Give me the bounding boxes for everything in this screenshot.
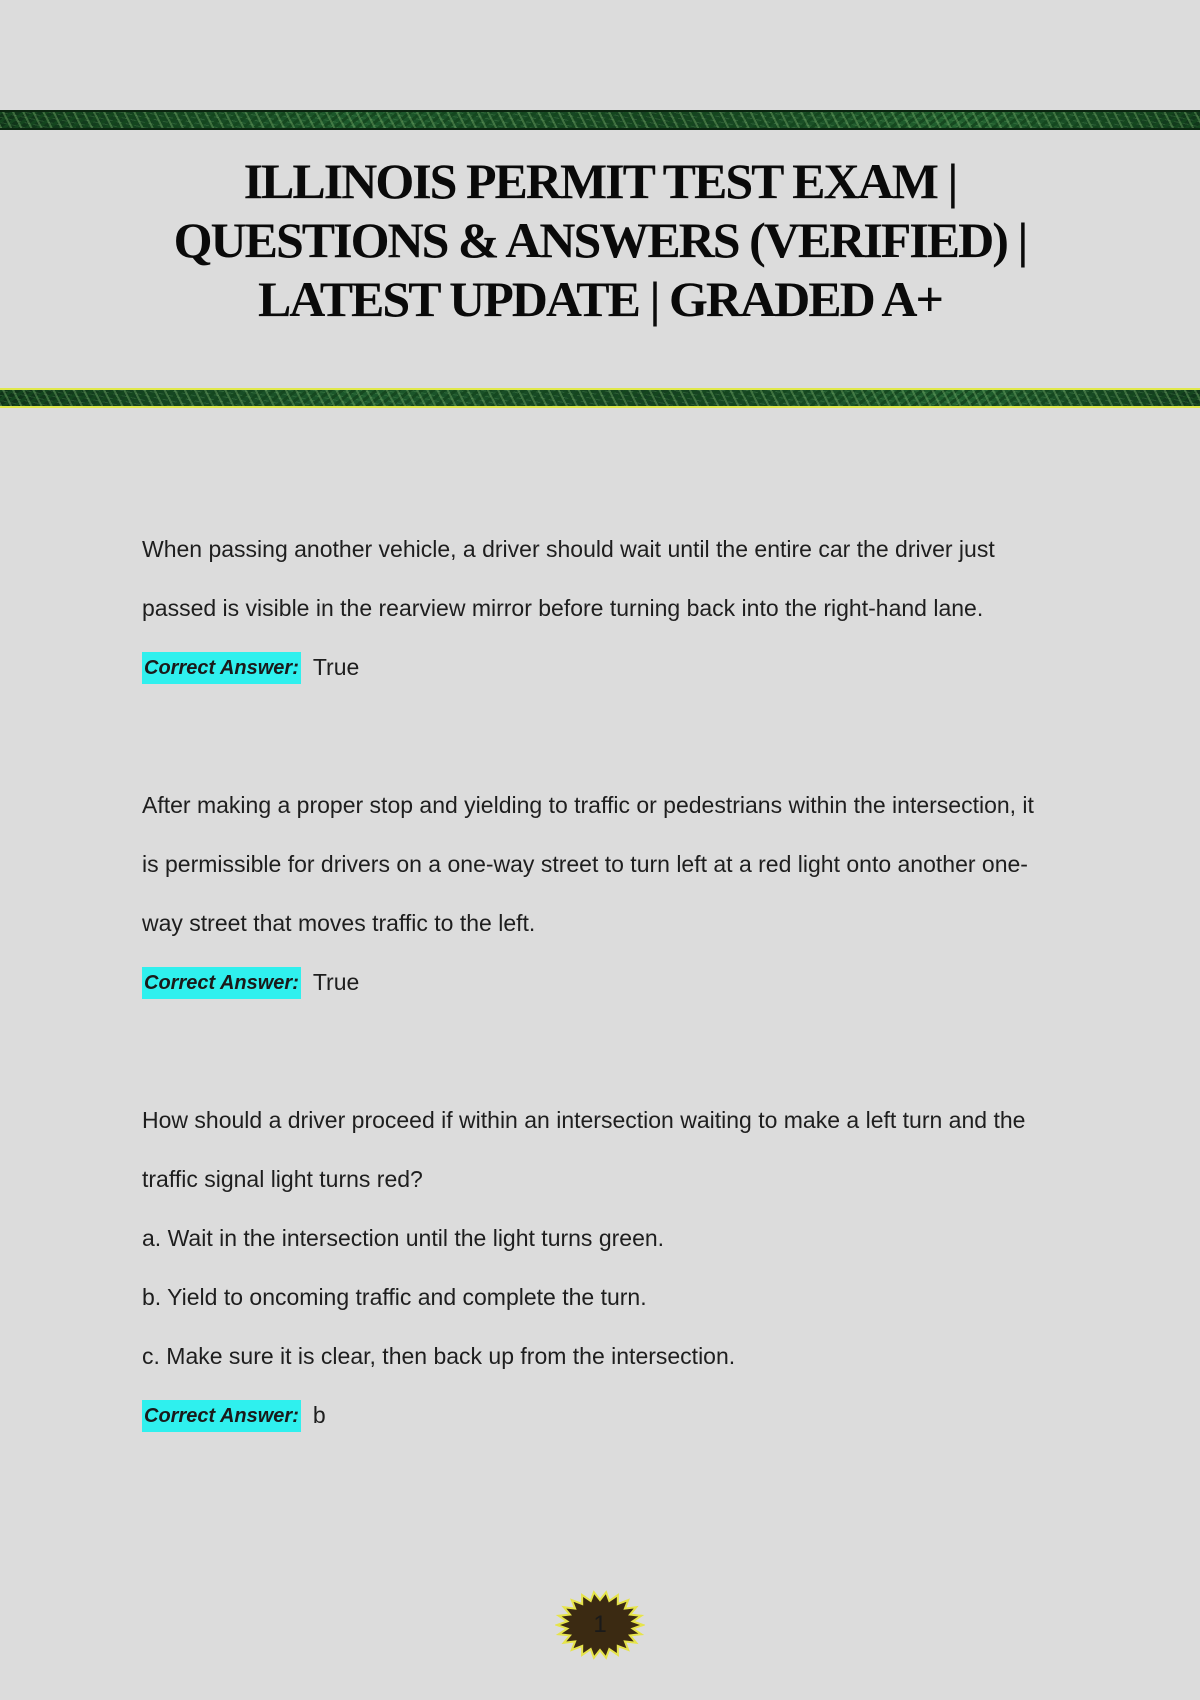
question-block-2 bbox=[142, 776, 1082, 1012]
correct-answer-label: Correct Answer: bbox=[142, 1400, 301, 1432]
page-number-badge bbox=[555, 1590, 645, 1660]
answer-value: True bbox=[312, 654, 360, 680]
question-text-line: traffic signal light turns red? bbox=[142, 1166, 423, 1192]
document-title bbox=[80, 152, 1120, 329]
answer-value: b bbox=[312, 1402, 326, 1428]
question-text-line: is permissible for drivers on a one-way street to turn left at a red light onto another one- bbox=[142, 851, 1028, 877]
question-text-line: After making a proper stop and yielding to traffic or pedestrians within the intersection, it bbox=[142, 792, 1034, 818]
correct-answer-label: Correct Answer: bbox=[142, 967, 301, 999]
header-bottom-rule bbox=[0, 388, 1200, 408]
correct-answer-label: Correct Answer: bbox=[142, 652, 301, 684]
title-line-3: LATEST UPDATE | GRADED A+ bbox=[257, 271, 943, 327]
header-top-rule bbox=[0, 110, 1200, 130]
page-number: 1 bbox=[593, 1611, 607, 1638]
answer-row bbox=[142, 1386, 1082, 1445]
title-line-1: ILLINOIS PERMIT TEST EXAM | bbox=[243, 153, 957, 209]
question-text-line: When passing another vehicle, a driver should wait until the entire car the driver just bbox=[142, 536, 995, 562]
question-block-3 bbox=[142, 1091, 1082, 1445]
question-text-line: How should a driver proceed if within an intersection waiting to make a left turn and the bbox=[142, 1107, 1026, 1133]
answer-row bbox=[142, 953, 1082, 1012]
answer-value: True bbox=[312, 969, 360, 995]
questions-list bbox=[142, 520, 1082, 1524]
answer-row bbox=[142, 638, 1082, 697]
answer-option: b. Yield to oncoming traffic and complete the turn. bbox=[142, 1284, 647, 1310]
answer-option: a. Wait in the intersection until the light turns green. bbox=[142, 1225, 665, 1251]
answer-option: c. Make sure it is clear, then back up from the intersection. bbox=[142, 1343, 736, 1369]
question-text-line: passed is visible in the rearview mirror before turning back into the right-hand lane. bbox=[142, 595, 984, 621]
question-text-line: way street that moves traffic to the left. bbox=[142, 910, 536, 936]
title-line-2: QUESTIONS & ANSWERS (VERIFIED) | bbox=[173, 212, 1027, 268]
question-block-1 bbox=[142, 520, 1082, 697]
